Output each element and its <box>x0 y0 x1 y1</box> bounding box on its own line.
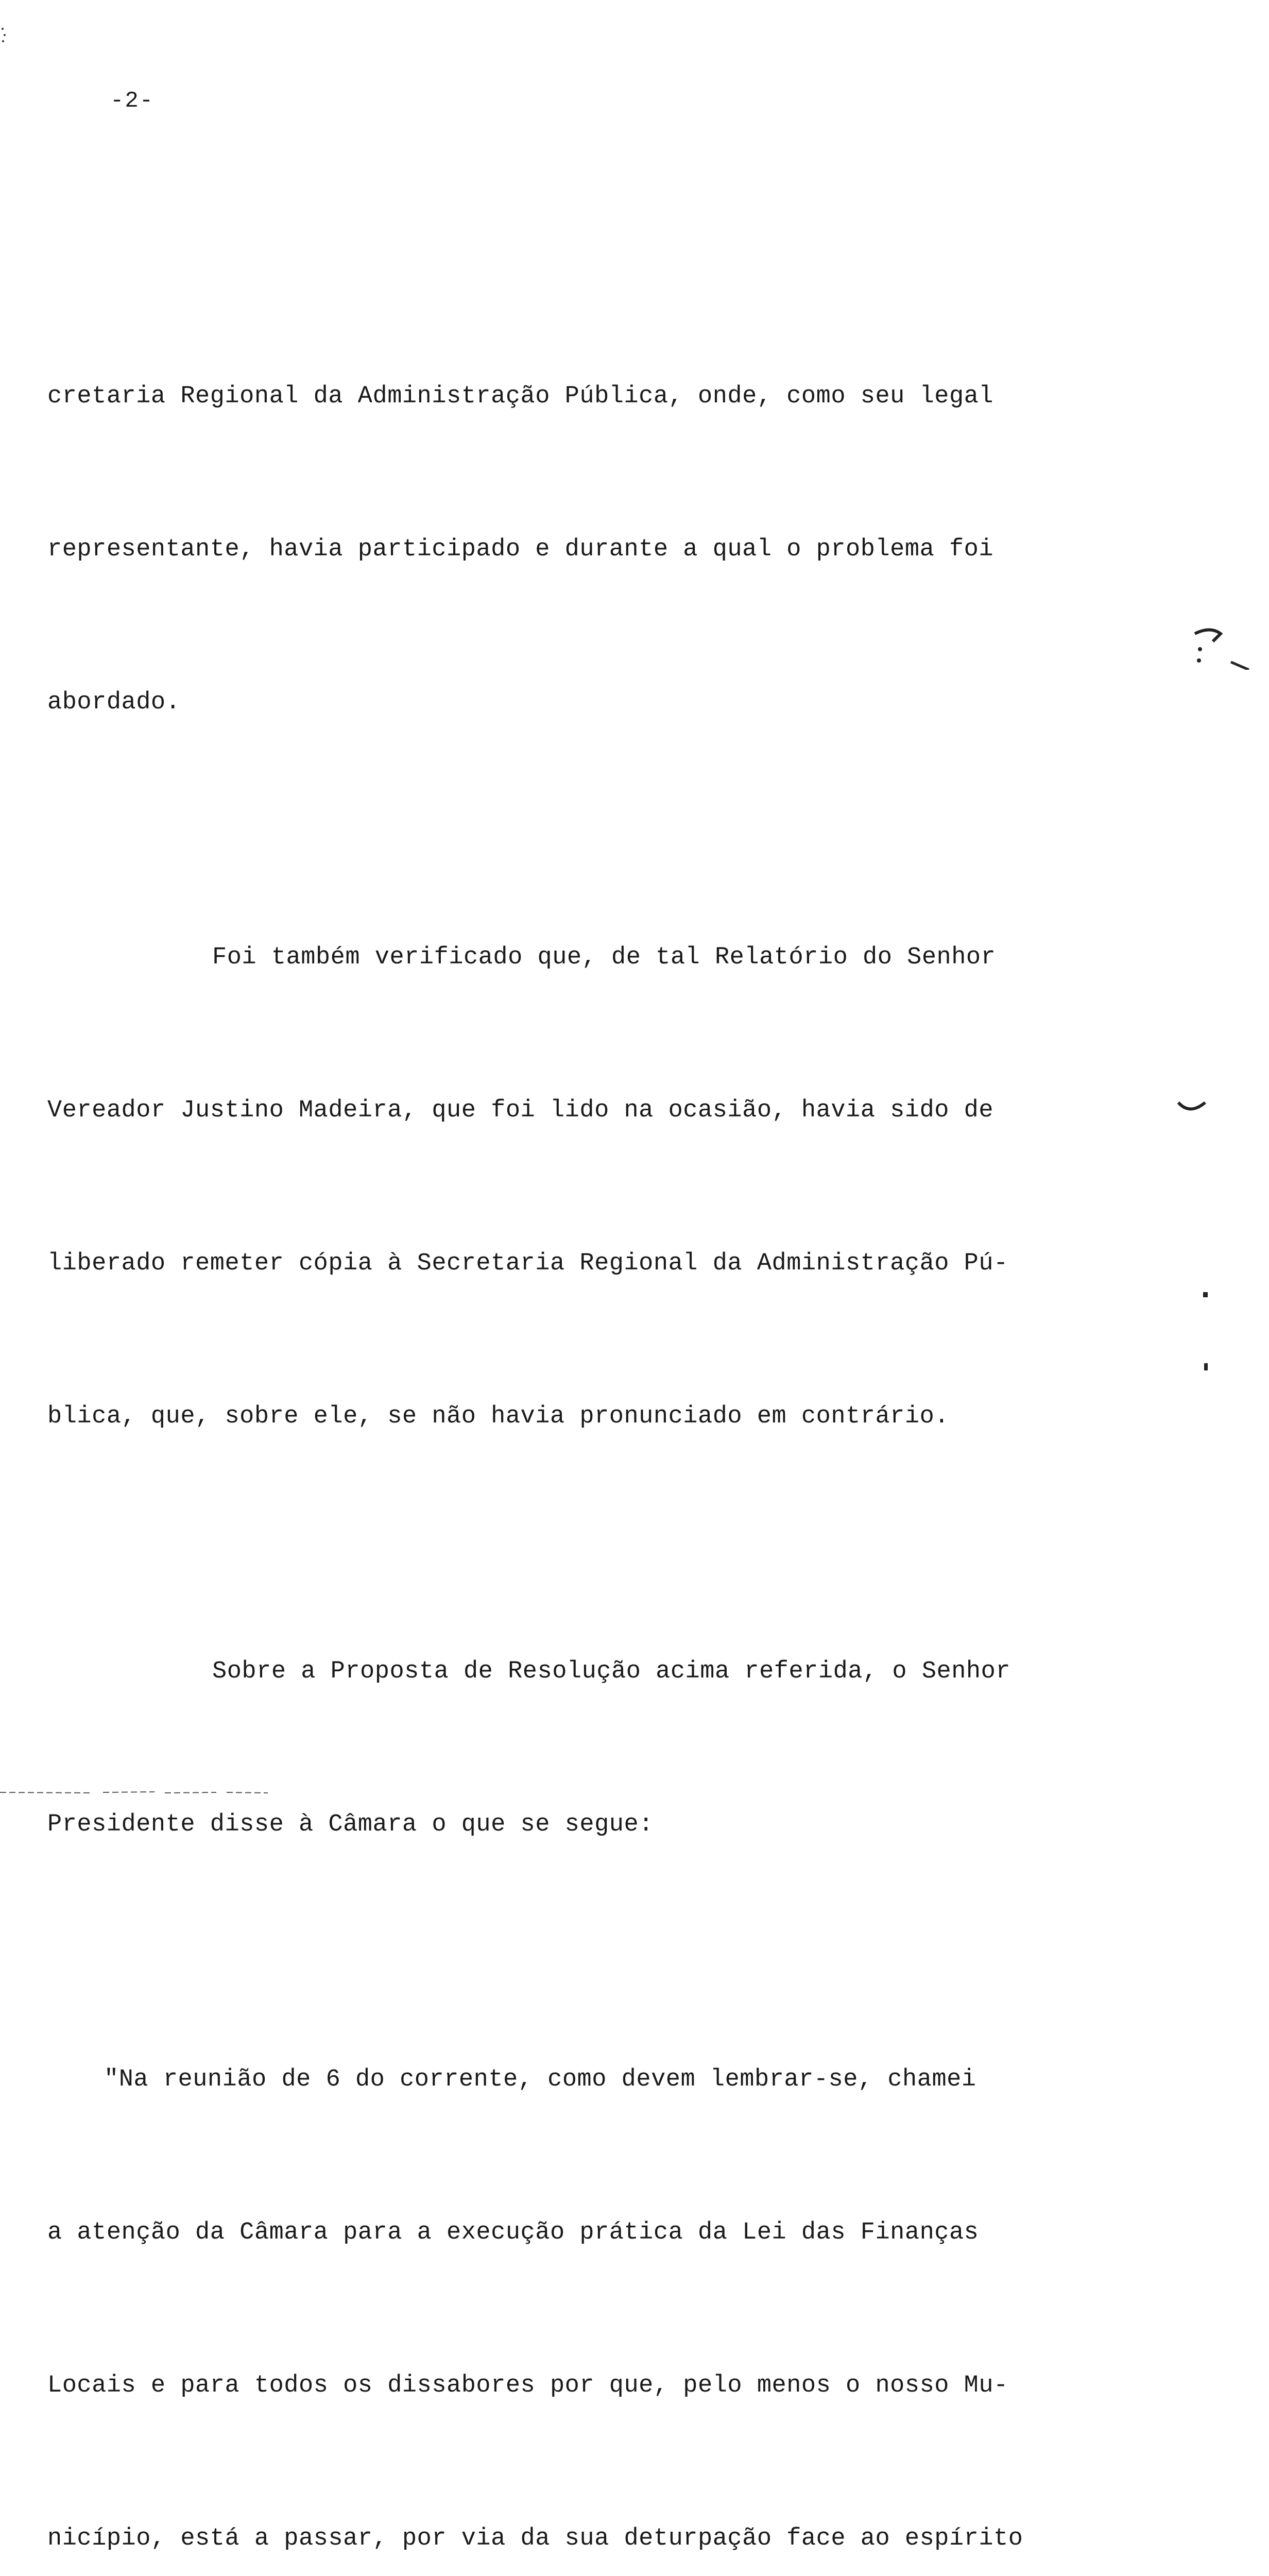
margin-dot <box>1204 1363 1208 1370</box>
text-line: Locais e para todos os dissabores por que, pelo menos o nosso Mu- <box>47 2372 1008 2399</box>
text-line: liberado remeter cópia à Secretaria Regional da Administração Pú- <box>47 1250 1008 1277</box>
scan-artifact-dots <box>0 26 7 46</box>
text-line: abordado. <box>47 689 181 716</box>
text-line: Presidente disse à Câmara o que se segue: <box>47 1811 654 1838</box>
text-line: Sobre a Proposta de Resolução acima referida, o Senhor <box>212 1658 1011 1685</box>
text-line: cretaria Regional da Administração Pública, onde, como seu legal <box>47 383 994 410</box>
text-line: representante, havia participado e durante a qual o problema foi <box>47 536 994 563</box>
text-line: Foi também verificado que, de tal Relatório do Senhor <box>212 944 996 971</box>
page-number: -2- <box>110 88 155 114</box>
text-line: "Na reunião de 6 do corrente, como devem lembrar-se, chamei <box>104 2066 976 2093</box>
text-line: nicípio, está a passar, por via da sua deturpação face ao espírito <box>47 2525 1023 2552</box>
scan-artifact-rule <box>0 1788 319 1792</box>
text-line: Vereador Justino Madeira, que foi lido na ocasião, havia sido de <box>47 1097 994 1124</box>
text-line: blica, que, sobre ele, se não havia pronunciado em contrário. <box>47 1403 949 1430</box>
margin-pen-mark <box>1190 623 1251 670</box>
margin-pen-mark <box>1174 1087 1210 1123</box>
text-line: a atenção da Câmara para a execução prática da Lei das Finanças <box>47 2219 979 2246</box>
document-body <box>47 167 1077 2576</box>
margin-dot <box>1203 1292 1208 1297</box>
